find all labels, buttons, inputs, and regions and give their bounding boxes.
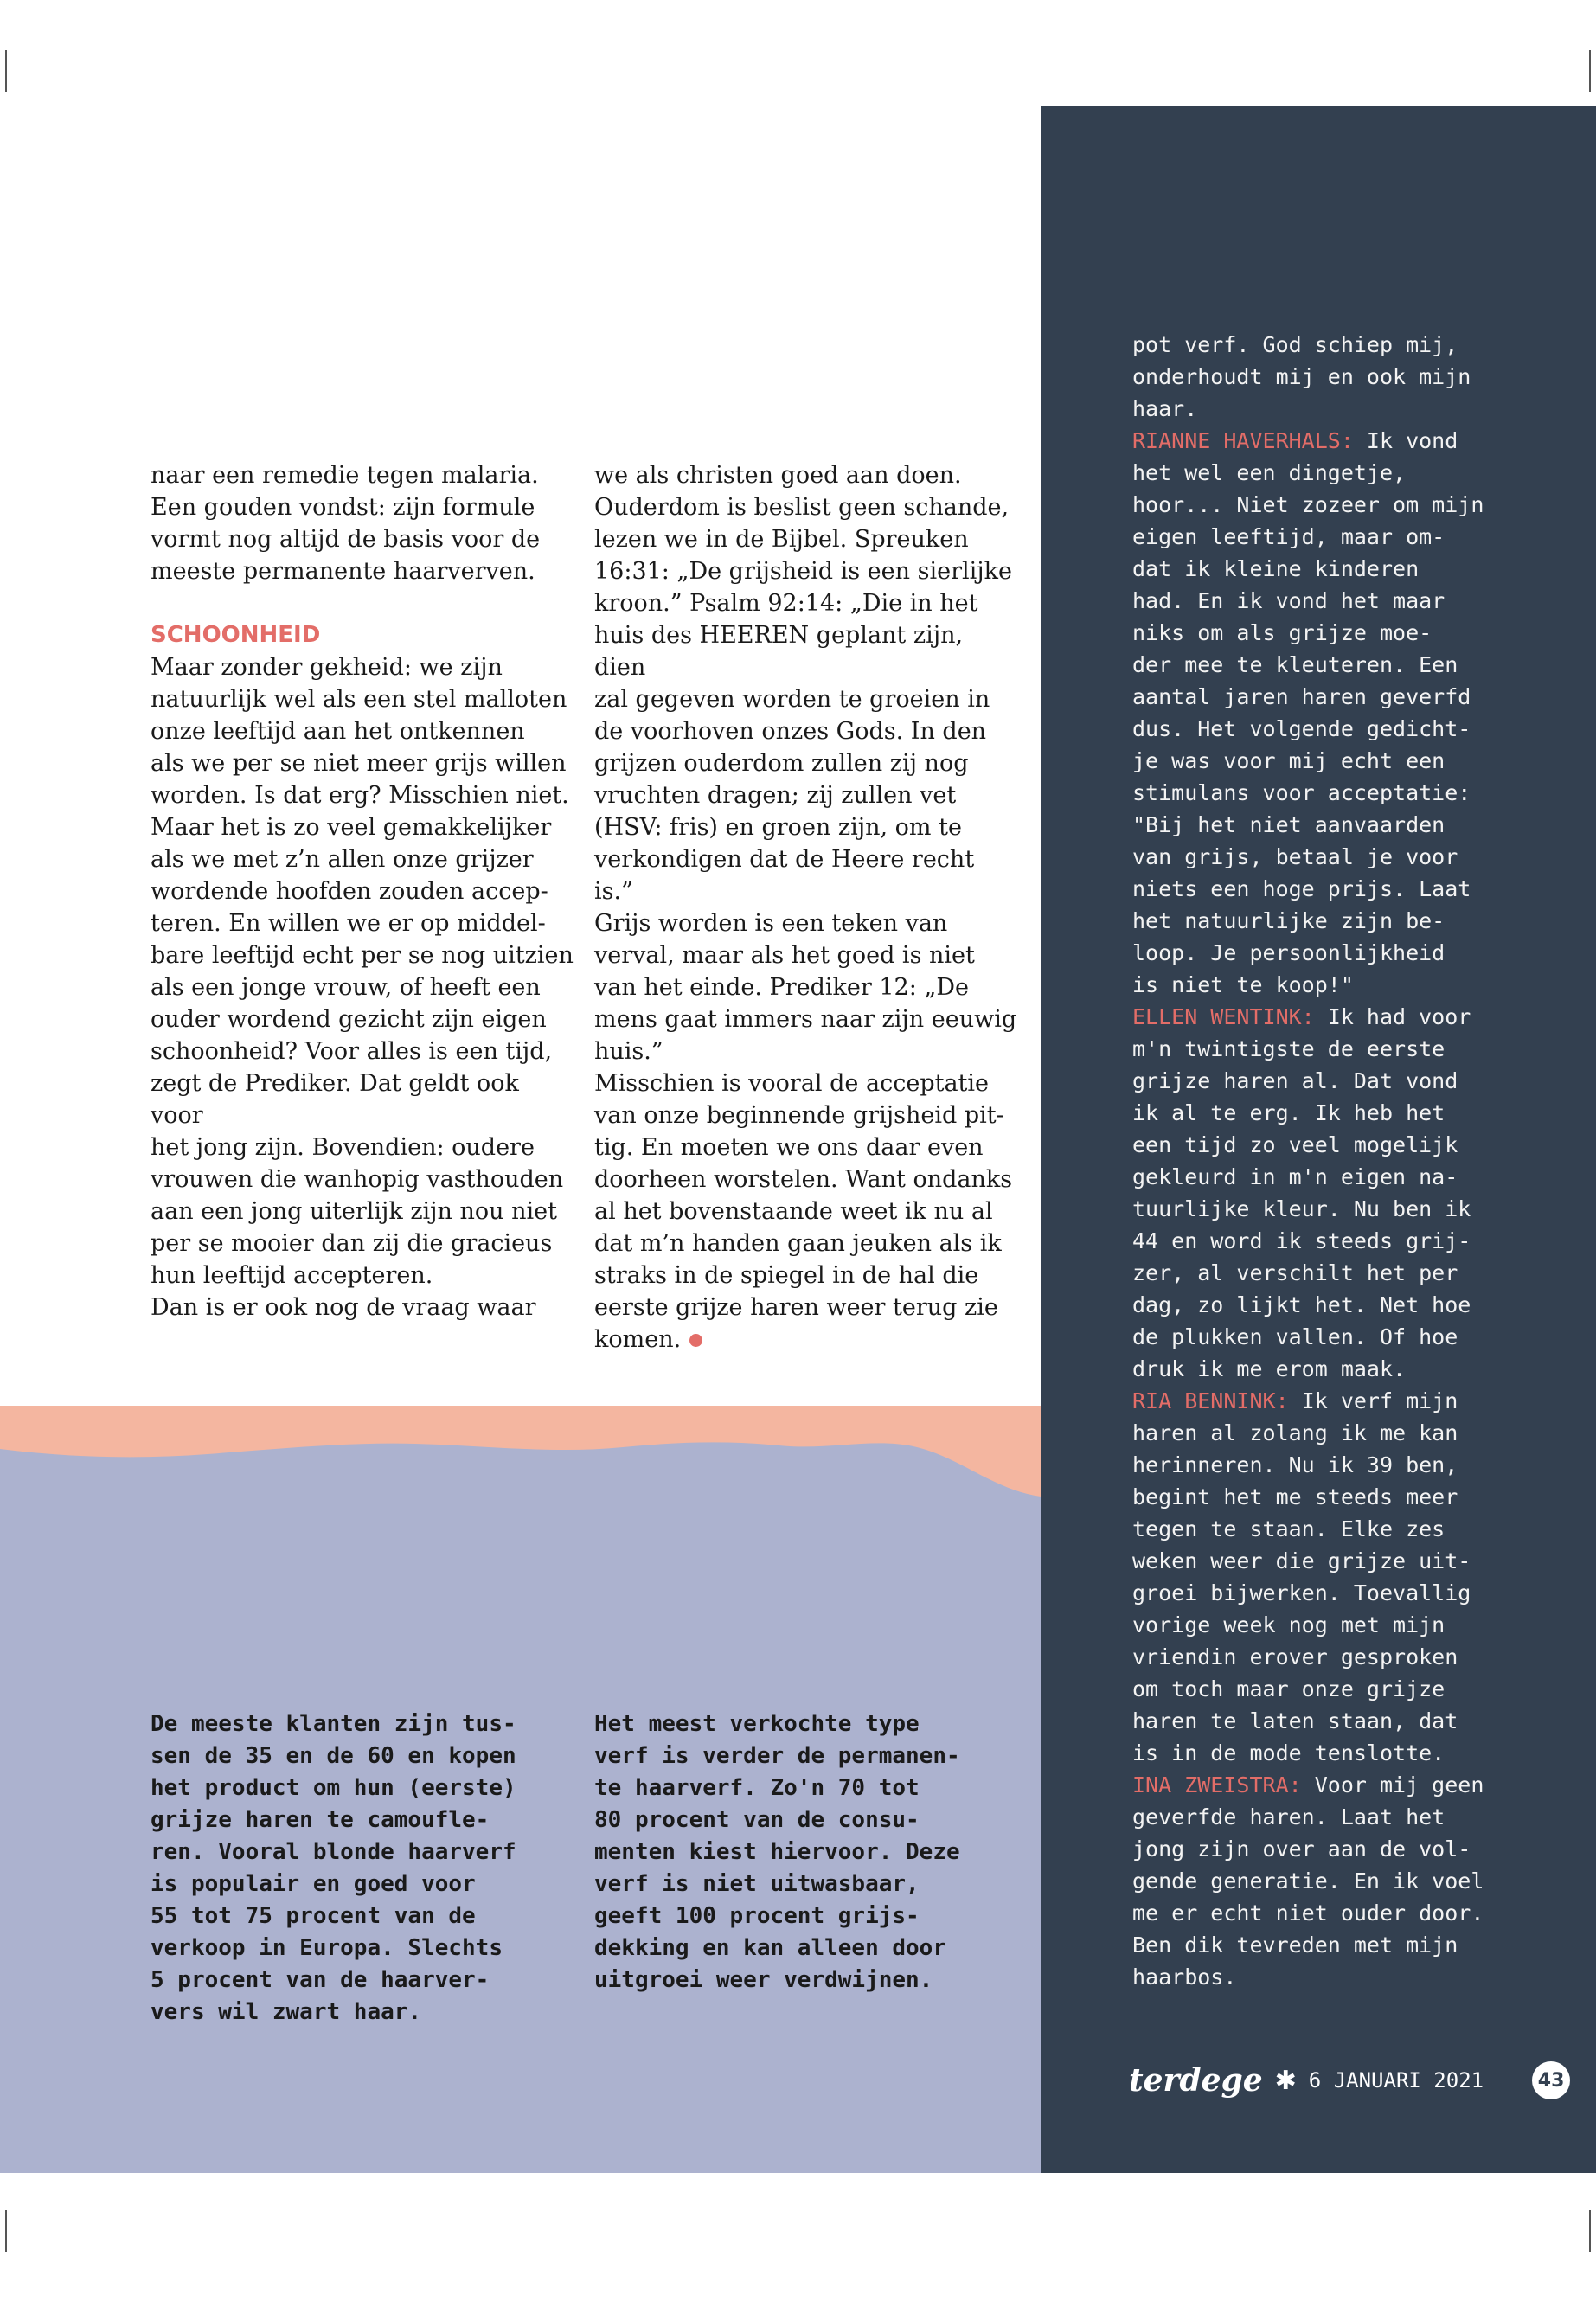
speaker-name: RIA BENNINK: [1132,1388,1289,1413]
fact-text-klanten: De meeste klanten zijn tus- sen de 35 en de 60 en kopen het product om hun (eerste) grijze haren te camoufle- ren. Vooral blonde haarverf is populair en goed voor 55 tot 75 procent van de verkoop in Europa. Slechts 5 procent van de haarver- vers wil zwart haar. [151,1711,516,2025]
article-column-2 [594,459,1018,1356]
crop-mark-bottom-left [5,2210,7,2252]
quote-text: Ik verf mijn haren al zolang ik me kan herinneren. Nu ik 39 ben, begint het me steeds meer tegen te staan. Elke zes weken weer die grijze uit- groei bijwerken. Toevallig vorige week nog met mijn vriendin erover gesproken om toch maar onze grijze haren te laten staan, dat is in de mode tenslotte. [1132,1388,1471,1766]
quote-ellen [1132,1001,1539,1385]
asterisk-separator-icon: ✱ [1274,2065,1297,2096]
quote-ria [1132,1385,1539,1769]
crop-mark-bottom-right [1589,2210,1591,2252]
quotes-sidebar [1041,106,1596,2173]
page-footer [1129,2059,1570,2102]
fact-text-verf-type: Het meest verkochte type verf is verder de permanen- te haarverf. Zo'n 70 tot 80 procent van de consu- menten kiest hiervoor. Deze verf is niet uitwasbaar, geeft 100 procent grijs- dekking en kan alleen door uitgroei weer verdwijnen. [594,1711,960,1993]
crop-mark-top-left [5,50,7,92]
quote-text: Voor mij geen geverfde haren. Laat het jong zijn over aan de vol- gende generatie. En ik voel me er echt niet ouder door. Ben dik tevreden met mijn haarbos. [1132,1772,1484,1990]
speaker-name: RIANNE HAVERHALS: [1132,428,1354,453]
article-column-1 [151,459,574,1324]
sidebar-quotes [1132,329,1539,1993]
quote-rianne [1132,425,1539,1001]
magazine-logo: terdege [1129,2062,1263,2099]
quote-ina [1132,1769,1539,1993]
paragraph-bijbel: we als christen goed aan doen. Ouderdom is beslist geen schande, lezen we in de Bijbel. Spreuken 16:31: „De grijsheid is een sierlijke kroon.” Psalm 92:14: „Die in het huis des HEEREN geplant zijn, dien zal gegeven worden te groeien in de voorhoven onzes Gods. In den grijzen ouderdom zullen zij nog vruchten dragen; zij zullen vet (HSV: fris) en groen zijn, om te verkondigen dat de Heere recht is.” Grijs worden is een teken van verval, maar als het goed is niet van het einde. Prediker 12: „De mens gaat immers naar zijn eeuwig huis.” [594,462,1017,1065]
end-of-article-dot-icon [689,1334,702,1347]
page-number: 43 [1532,2061,1570,2099]
paragraph-malaria: naar een remedie tegen malaria. Een gouden vondst: zijn formule vormt nog altijd de basis voor de meeste permanente haarverven. [151,462,541,585]
section-heading-schoonheid: SCHOONHEID [151,622,321,648]
paragraph-acceptatie-text: Misschien is vooral de acceptatie van onze beginnende grijsheid pit- tig. En moeten we ons daar even doorheen worstelen. Want ondanks al het bovenstaande weet ik nu al dat m’n handen gaan jeuken als ik straks in de spiegel in de hal die eerste grijze haren weer terug zie komen. [594,1070,1013,1353]
quote-text: Ik vond het wel een dingetje, hoor... Niet zozeer om mijn eigen leeftijd, maar om- dat ik kleine kinderen had. En ik vond het maar niks om als grijze moe- der mee te kleuteren. Een aantal jaren haren geverfd dus. Het volgende gedicht- je was voor mij echt een stimulans voor acceptatie: "Bij het niet aanvaarden van grijs, betaal je voor niets een hoge prijs. Laat het natuurlijke zijn be- loop. Je persoonlijkheid is niet te koop!" [1132,428,1484,997]
speaker-name: INA ZWEISTRA: [1132,1772,1302,1798]
sidebar-intro: pot verf. God schiep mij, onderhoudt mij en ook mijn haar. [1132,332,1471,421]
paragraph-schoonheid: Maar zonder gekheid: we zijn natuurlijk wel als een stel malloten onze leeftijd aan het ontkennen als we per se niet meer grijs willen worden. Is dat erg? Misschien niet. Maar het is zo veel gemakkelijker als we met z’n allen onze grijzer wordende hoofden zouden accep- teren. En willen we er op middel- bare leeftijd echt per se nog uitzien als een jonge vrouw, of heeft een ouder wordend gezicht zijn eigen schoonheid? Voor alles is een tijd, zegt de Prediker. Dat geldt ook voor het jong zijn. Bovendien: oudere vrouwen die wanhopig vasthouden aan een jong uiterlijk zijn nou niet per se mooier dan zij die gracieus hun leeftijd accepteren. Dan is er ook nog de vraag waar [151,654,574,1321]
paragraph-acceptatie [594,1067,1018,1356]
quote-text: Ik had voor m'n twintigste de eerste grijze haren al. Dat vond ik al te erg. Ik heb het een tijd zo veel mogelijk gekleurd in m'n eigen na- tuurlijke kleur. Nu ben ik 44 en word ik steeds grij- zer, al verschilt het per dag, zo lijkt het. Net hoe de plukken vallen. Of hoe druk ik me erom maak. [1132,1004,1471,1381]
issue-date: 6 JANUARI 2021 [1308,2068,1484,2093]
speaker-name: ELLEN WENTINK: [1132,1004,1315,1029]
crop-mark-top-right [1589,50,1591,92]
